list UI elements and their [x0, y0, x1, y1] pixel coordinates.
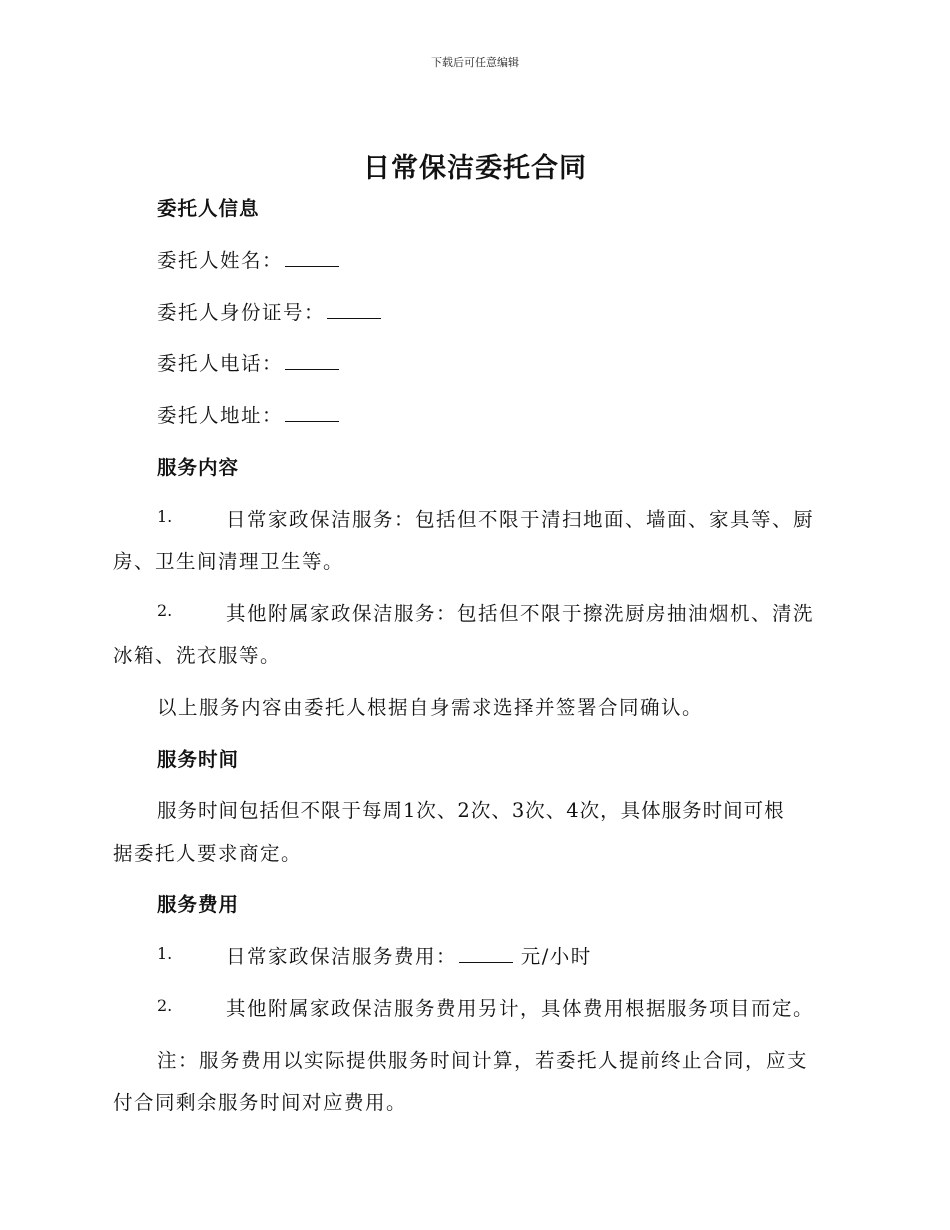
client-id-label: 委托人身份证号：: [157, 301, 326, 324]
client-id-blank: [327, 300, 381, 319]
service-item2-number: 2.: [157, 601, 173, 620]
section-heading-client-info: 委托人信息: [157, 197, 260, 220]
fee-item2-text: 其他附属家政保洁服务费用另计，具体费用根据服务项目而定。: [226, 997, 815, 1020]
client-address-blank: [285, 403, 339, 422]
client-name-row: [157, 245, 339, 273]
section-heading-service-content: 服务内容: [157, 456, 240, 479]
fee-item1-number: 1.: [157, 944, 173, 963]
fee-note-line2: 付合同剩余服务时间对应费用。: [113, 1091, 408, 1114]
fee-item1-unit: 元/小时: [520, 945, 592, 968]
section-heading-service-fee: 服务费用: [157, 893, 240, 916]
service-item1-line2: 房、卫生间清理卫生等。: [113, 550, 345, 573]
service-item2-line2: 冰箱、洗衣服等。: [113, 644, 282, 667]
service-time-line2: 据委托人要求商定。: [113, 842, 303, 865]
document-title: 日常保洁委托合同: [363, 153, 587, 184]
client-name-label: 委托人姓名：: [157, 249, 284, 272]
client-address-label: 委托人地址：: [157, 404, 284, 427]
client-address-row: [157, 400, 339, 428]
service-item1-number: 1.: [157, 507, 173, 526]
header-note: 下载后可任意编辑: [431, 56, 519, 69]
fee-item1-blank: [459, 944, 513, 963]
fee-item2-number: 2.: [157, 996, 173, 1015]
fee-note-line1: 注：服务费用以实际提供服务时间计算，若委托人提前终止合同，应支: [157, 1049, 809, 1072]
fee-item1-row: [226, 941, 592, 969]
client-phone-row: [157, 348, 339, 376]
service-time-line1: 服务时间包括但不限于每周1次、2次、3次、4次，具体服务时间可根: [157, 799, 785, 822]
client-phone-label: 委托人电话：: [157, 352, 284, 375]
service-item1-line1: 日常家政保洁服务：包括但不限于清扫地面、墙面、家具等、厨: [226, 508, 815, 531]
client-name-blank: [285, 248, 339, 267]
service-item2-line1: 其他附属家政保洁服务：包括但不限于擦洗厨房抽油烟机、清洗: [226, 602, 815, 625]
fee-item1-label: 日常家政保洁服务费用：: [226, 945, 458, 968]
client-phone-blank: [285, 351, 339, 370]
service-content-note: 以上服务内容由委托人根据自身需求选择并签署合同确认。: [157, 696, 704, 719]
section-heading-service-time: 服务时间: [157, 748, 240, 771]
client-id-row: [157, 297, 381, 325]
